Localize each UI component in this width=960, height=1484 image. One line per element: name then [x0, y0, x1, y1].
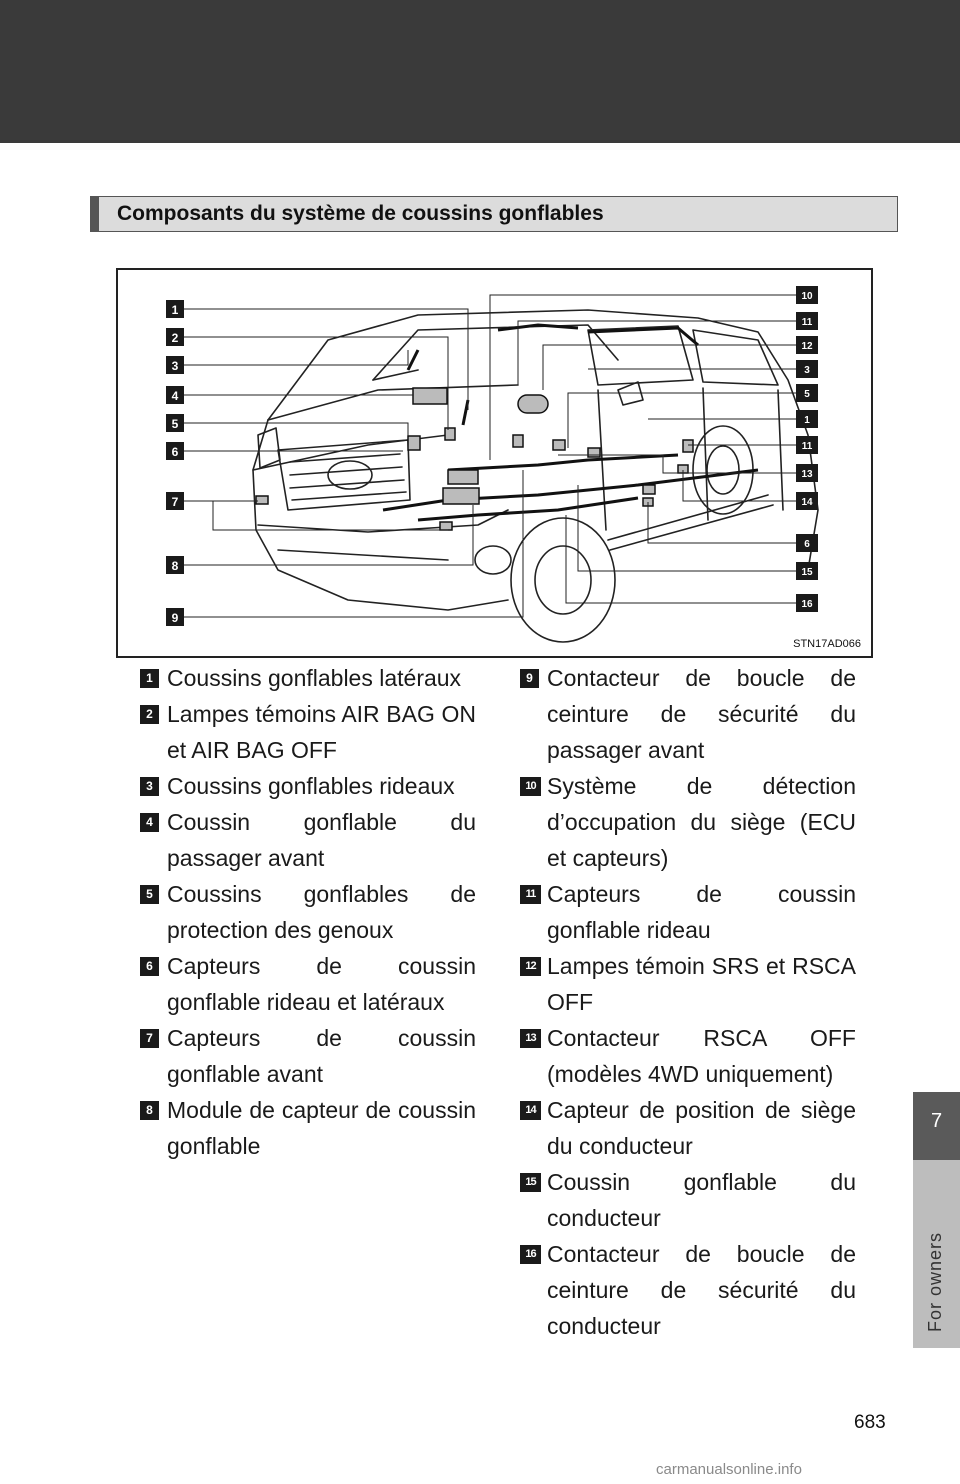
legend-badge: 4 [140, 813, 159, 832]
legend-badge: 9 [520, 669, 539, 688]
section-header [90, 196, 898, 232]
vehicle-illustration [118, 270, 871, 656]
legend-badge: 14 [520, 1101, 541, 1120]
svg-text:1: 1 [804, 415, 810, 426]
section-title: Composants du système de coussins gonflables [117, 202, 604, 225]
svg-text:6: 6 [171, 445, 179, 459]
legend-badge: 2 [140, 705, 159, 724]
legend-badge: 15 [520, 1173, 541, 1192]
svg-text:6: 6 [804, 539, 810, 550]
legend-text: Contacteur RSCA OFF (modèles 4WD uniquement) [547, 1025, 856, 1087]
legend-badge: 13 [520, 1029, 541, 1048]
legend-item [520, 876, 856, 948]
top-band [0, 0, 960, 143]
airbag-components-figure [116, 268, 873, 658]
legend-badge: 5 [140, 885, 159, 904]
legend-text: Capteur de position de siège du conducteur [547, 1097, 856, 1159]
legend-text: Coussins gonflables rideaux [167, 773, 455, 799]
legend-text: Coussin gonflable du conducteur [547, 1169, 856, 1231]
legend-item [520, 1236, 856, 1344]
legend-item [140, 804, 476, 876]
section-header-bar [91, 197, 99, 231]
legend-badge: 3 [140, 777, 159, 796]
chapter-number: 7 [930, 1110, 943, 1132]
legend-text: Contacteur de boucle de ceinture de sécurité du passager avant [547, 665, 856, 763]
svg-text:13: 13 [801, 469, 813, 480]
legend-text: Contacteur de boucle de ceinture de sécurité du conducteur [547, 1241, 856, 1339]
svg-text:9: 9 [171, 611, 179, 625]
figure-code: STN17AD066 [793, 638, 861, 650]
svg-text:2: 2 [171, 331, 179, 345]
svg-text:3: 3 [804, 365, 810, 376]
svg-text:4: 4 [171, 389, 179, 403]
chapter-side-tab[interactable] [913, 1092, 960, 1348]
legend-left-column [140, 660, 476, 1164]
svg-text:11: 11 [801, 317, 813, 328]
svg-text:7: 7 [171, 495, 179, 509]
legend-item [520, 768, 856, 876]
watermark: carmanualsonline.info [656, 1461, 802, 1478]
legend-text: Module de capteur de coussin gonflable [167, 1097, 476, 1159]
legend-right-column [520, 660, 856, 1344]
legend-badge: 7 [140, 1029, 159, 1048]
legend-item [520, 1092, 856, 1164]
legend-item [140, 1020, 476, 1092]
svg-text:1: 1 [171, 303, 179, 317]
legend-badge: 12 [520, 957, 541, 976]
svg-text:11: 11 [801, 441, 813, 452]
svg-text:15: 15 [801, 567, 813, 578]
chapter-box [913, 1092, 960, 1160]
legend-badge: 1 [140, 669, 159, 688]
svg-text:5: 5 [171, 417, 179, 431]
legend-text: Capteurs de coussin gonflable rideau et latéraux [167, 953, 476, 1015]
legend-item [140, 948, 476, 1020]
legend-text: Coussins gonflables de protection des genoux [167, 881, 476, 943]
legend-text: Coussin gonflable du passager avant [167, 809, 476, 871]
legend-item [520, 1020, 856, 1092]
legend-badge: 6 [140, 957, 159, 976]
legend-item [140, 1092, 476, 1164]
chapter-label: For owners [925, 1231, 945, 1332]
svg-text:14: 14 [801, 497, 813, 508]
svg-text:8: 8 [171, 559, 179, 573]
legend-text: Capteurs de coussin gonflable rideau [547, 881, 856, 943]
legend-text: Système de détection d’occupation du siège (ECU et capteurs) [547, 773, 856, 871]
legend-item [520, 660, 856, 768]
legend-item [520, 1164, 856, 1236]
legend-item [140, 768, 476, 804]
legend-item [520, 948, 856, 1020]
legend-text: Capteurs de coussin gonflable avant [167, 1025, 476, 1087]
page-number: 683 [854, 1412, 886, 1433]
svg-text:10: 10 [801, 291, 813, 302]
legend-item [140, 660, 476, 696]
legend-badge: 8 [140, 1101, 159, 1120]
svg-text:5: 5 [804, 389, 810, 400]
legend-text: Coussins gonflables latéraux [167, 665, 462, 691]
svg-text:3: 3 [171, 359, 179, 373]
legend-badge: 10 [520, 777, 541, 796]
svg-text:16: 16 [801, 599, 813, 610]
svg-text:12: 12 [801, 341, 813, 352]
legend-badge: 11 [520, 885, 541, 904]
legend-text: Lampes témoin SRS et RSCA OFF [547, 953, 856, 1015]
legend-badge: 16 [520, 1245, 541, 1264]
legend-item [140, 876, 476, 948]
legend-item [140, 696, 476, 768]
legend-text: Lampes témoins AIR BAG ON et AIR BAG OFF [167, 701, 476, 763]
